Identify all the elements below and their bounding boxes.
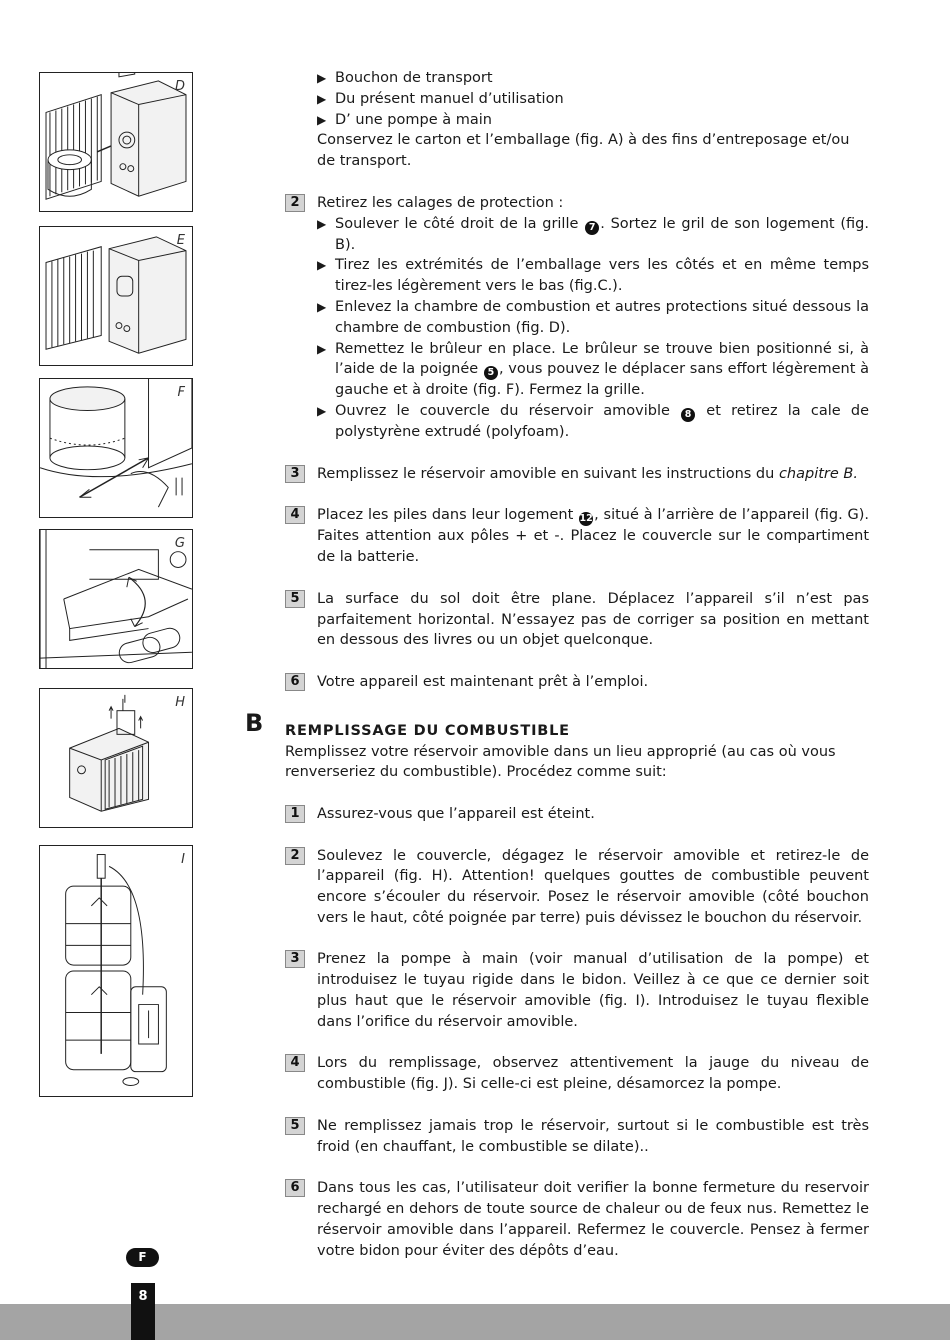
intro-bullet xyxy=(285,110,869,131)
figure-i-label: I xyxy=(181,852,185,867)
step-a-5 xyxy=(285,589,869,651)
intro-bullet-text: Bouchon de transport xyxy=(335,70,493,86)
step-number: 3 xyxy=(285,950,305,968)
step-text: Retirez les calages de protection : xyxy=(317,194,564,211)
part-number-badge: 12 xyxy=(579,513,593,525)
figure-d-label: D xyxy=(174,79,185,94)
step-a-2 xyxy=(285,193,869,443)
step-b-4 xyxy=(285,1053,869,1095)
section-letter: B xyxy=(245,708,264,737)
step-text: Soulevez le couvercle, dégagez le réservoir amovible et retirez-le de l’appareil (fig. H). Attention! quelques gouttes de combustible peuvent encore s’écouler du réservoir. Posez le réservoir amovible (côté bouchon vers le haut, côté poignée par terre) puis dévissez le bouchon du réservoir. xyxy=(317,847,869,926)
figure-e-label: E xyxy=(176,233,185,248)
chapter-reference: chapitre B. xyxy=(778,465,858,482)
main-content xyxy=(245,68,869,1261)
figure-h-label: H xyxy=(175,695,185,710)
sub-bullet xyxy=(317,401,869,443)
sub-bullet-text: Enlevez la chambre de combustion et autres protections situé dessous la chambre de combustion (fig. D). xyxy=(335,298,869,336)
step-text: La surface du sol doit être plane. Déplacez l’appareil s’il n’est pas parfaitement horizontal. N’essayez pas de corriger sa position en mettant en dessous des livres ou un objet quelconque. xyxy=(317,590,869,649)
sub-bullet-text: Ouvrez le couvercle du réservoir amovible 8 et retirez la cale de polystyrène extrudé (polyfoam). xyxy=(335,403,869,441)
step-number: 4 xyxy=(285,506,305,524)
figure-d xyxy=(39,72,193,212)
step-b-6 xyxy=(285,1178,869,1261)
step-b-1 xyxy=(285,804,869,825)
fuel-pump-illustration xyxy=(40,846,192,1096)
triangle-right-icon: ▶ xyxy=(317,112,327,127)
figure-g xyxy=(39,529,193,669)
sub-bullet xyxy=(317,339,869,402)
sub-bullet xyxy=(317,214,869,256)
sub-bullet xyxy=(317,255,869,297)
step-number: 6 xyxy=(285,1179,305,1197)
step-number: 3 xyxy=(285,465,305,483)
step-text: Lors du remplissage, observez attentivement la jauge du niveau de combustible (fig. J). Si celle-ci est pleine, désamorcez la pompe. xyxy=(317,1055,869,1093)
figure-g-label: G xyxy=(174,536,185,551)
step-b-3 xyxy=(285,949,869,1032)
triangle-right-icon: ▶ xyxy=(317,341,327,356)
triangle-right-icon: ▶ xyxy=(317,216,327,231)
step-text: Remplissez le réservoir amovible en suivant les instructions du chapitre B. xyxy=(317,465,858,482)
triangle-right-icon: ▶ xyxy=(317,71,327,85)
step-a-4 xyxy=(285,505,869,568)
step-text: Placez les piles dans leur logement 12, situé à l’arrière de l’appareil (fig. G). Faites attention aux pôles + et -. Placez le couvercle sur le compartiment de la batterie. xyxy=(317,507,869,566)
language-tab: F xyxy=(126,1248,159,1267)
figure-i xyxy=(39,845,193,1097)
step-number: 5 xyxy=(285,1117,305,1135)
battery-compartment-illustration xyxy=(40,530,192,668)
step-text: Prenez la pompe à main (voir manual d’utilisation de la pompe) et introduisez le tuyau rigide dans le bidon. Veillez à ce que ce dernier soit plus haut que le réservoir amovible (fig. I). Introduisez le tuyau flexible dans l’orifice du réservoir amovible. xyxy=(317,951,869,1030)
step-text: Assurez-vous que l’appareil est éteint. xyxy=(317,805,595,822)
step-text: Votre appareil est maintenant prêt à l’emploi. xyxy=(317,673,649,690)
intro-bullet xyxy=(285,68,869,89)
step-number: 2 xyxy=(285,847,305,865)
step-number: 2 xyxy=(285,194,305,212)
triangle-right-icon: ▶ xyxy=(317,299,327,314)
step-b-5 xyxy=(285,1116,869,1158)
tank-removal-illustration xyxy=(40,689,192,827)
part-number-badge: 8 xyxy=(681,408,695,422)
step-b-2 xyxy=(285,846,869,929)
step-number: 5 xyxy=(285,590,305,608)
step-a-3 xyxy=(285,464,869,485)
figure-f-label: F xyxy=(177,385,185,400)
step-a-6 xyxy=(285,672,869,693)
step-number: 1 xyxy=(285,805,305,823)
triangle-right-icon: ▶ xyxy=(317,404,327,419)
step-number: 4 xyxy=(285,1054,305,1072)
intro-bullet-text: D’ une pompe à main xyxy=(335,111,492,128)
step-text: Ne remplissez jamais trop le réservoir, surtout si le combustible est très froid (en chauffant, le combustible se dilate).. xyxy=(317,1117,869,1155)
section-title: REMPLISSAGE DU COMBUSTIBLE xyxy=(285,722,570,739)
step-number: 6 xyxy=(285,673,305,691)
sub-bullet-text: Remettez le brûleur en place. Le brûleur se trouve bien positionné si, à l’aide de la poignée 5 , vous pouvez le déplacer sans effort légèrement à gauche et à droite (fig. F). Fermez la grille. xyxy=(335,340,869,399)
intro-bullet-text: Du présent manuel d’utilisation xyxy=(335,90,564,107)
intro-note: Conservez le carton et l’emballage (fig. A) à des fins d’entreposage et/ou de transport. xyxy=(317,132,850,170)
page-number: 8 xyxy=(131,1283,155,1340)
part-number-badge: 5 xyxy=(484,366,498,380)
heater-front-illustration xyxy=(40,227,192,365)
burner-adjustment-illustration xyxy=(40,379,192,517)
sub-bullet-text: Soulever le côté droit de la grille 7 . Sortez le gril de son logement (fig. B). xyxy=(335,215,869,253)
figure-f xyxy=(39,378,193,518)
triangle-right-icon: ▶ xyxy=(317,258,327,273)
section-b xyxy=(245,708,869,1262)
section-intro: Remplissez votre réservoir amovible dans un lieu approprié (au cas où vous renverseriez du combustible). Procédez comme suit: xyxy=(285,743,836,781)
part-number-badge: 7 xyxy=(585,221,599,235)
figure-h xyxy=(39,688,193,828)
heater-burner-removed-illustration xyxy=(40,73,192,211)
triangle-right-icon: ▶ xyxy=(317,91,327,106)
intro-bullet xyxy=(285,89,869,110)
sub-bullet xyxy=(317,297,869,339)
step-text: Dans tous les cas, l’utilisateur doit verifier la bonne fermeture du reservoir rechargé en dehors de toute source de chaleur ou de feux nus. Remettez le réservoir amovible dans l’appareil. Refermez le couvercle. Pensez à fermer votre bidon pour éviter des dépôts d’eau. xyxy=(317,1180,869,1259)
sub-bullet-text: Tirez les extrémités de l’emballage vers les côtés et en même temps tirez-les légèrement vers le bas (fig.C.). xyxy=(335,257,869,295)
figure-e xyxy=(39,226,193,366)
